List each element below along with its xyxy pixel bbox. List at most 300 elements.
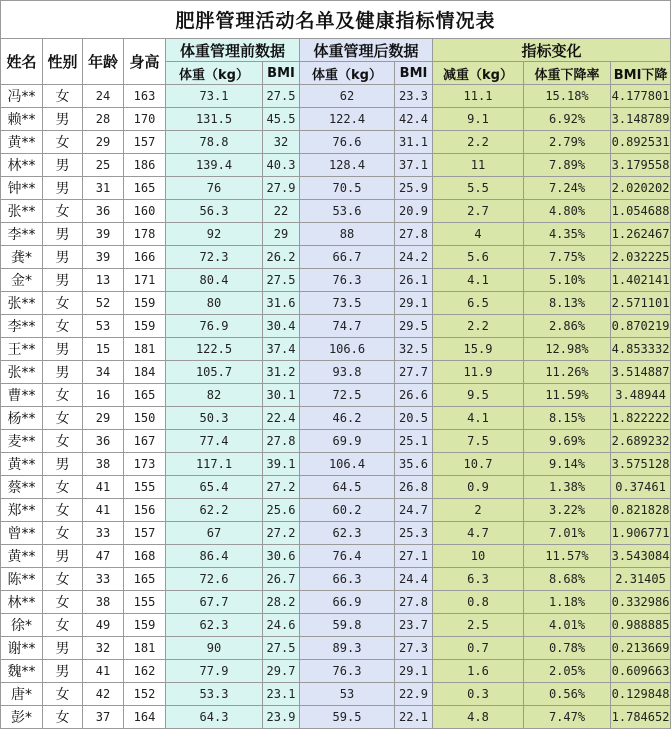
cell-bmi-after[interactable]: 22.9	[395, 683, 433, 706]
cell-age[interactable]: 36	[83, 200, 124, 223]
cell-name[interactable]: 张**	[1, 200, 43, 223]
cell-weight-before[interactable]: 86.4	[166, 545, 263, 568]
cell-weight-drop-rate[interactable]: 8.15%	[524, 407, 611, 430]
cell-weight-before[interactable]: 80.4	[166, 269, 263, 292]
cell-weight-after[interactable]: 76.3	[300, 660, 395, 683]
cell-bmi-drop[interactable]: 1.402141	[611, 269, 671, 292]
cell-weight-loss[interactable]: 0.9	[433, 476, 524, 499]
cell-weight-loss[interactable]: 4.8	[433, 706, 524, 729]
cell-weight-loss[interactable]: 2.7	[433, 200, 524, 223]
cell-weight-before[interactable]: 64.3	[166, 706, 263, 729]
cell-age[interactable]: 41	[83, 476, 124, 499]
cell-bmi-after[interactable]: 27.8	[395, 591, 433, 614]
cell-sex[interactable]: 男	[43, 545, 83, 568]
cell-weight-before[interactable]: 56.3	[166, 200, 263, 223]
cell-weight-after[interactable]: 62.3	[300, 522, 395, 545]
cell-height[interactable]: 163	[124, 85, 166, 108]
cell-weight-loss[interactable]: 0.8	[433, 591, 524, 614]
cell-bmi-drop[interactable]: 4.853332	[611, 338, 671, 361]
cell-weight-drop-rate[interactable]: 12.98%	[524, 338, 611, 361]
cell-weight-before[interactable]: 73.1	[166, 85, 263, 108]
cell-age[interactable]: 33	[83, 522, 124, 545]
cell-bmi-drop[interactable]: 3.48944	[611, 384, 671, 407]
cell-age[interactable]: 41	[83, 499, 124, 522]
cell-weight-drop-rate[interactable]: 9.69%	[524, 430, 611, 453]
cell-weight-before[interactable]: 67.7	[166, 591, 263, 614]
cell-bmi-drop[interactable]: 3.179558	[611, 154, 671, 177]
cell-weight-drop-rate[interactable]: 4.35%	[524, 223, 611, 246]
cell-height[interactable]: 164	[124, 706, 166, 729]
cell-height[interactable]: 150	[124, 407, 166, 430]
cell-bmi-before[interactable]: 29.7	[263, 660, 300, 683]
cell-weight-after[interactable]: 74.7	[300, 315, 395, 338]
cell-bmi-before[interactable]: 22	[263, 200, 300, 223]
cell-height[interactable]: 155	[124, 476, 166, 499]
cell-bmi-before[interactable]: 26.7	[263, 568, 300, 591]
cell-weight-after[interactable]: 88	[300, 223, 395, 246]
cell-weight-before[interactable]: 62.2	[166, 499, 263, 522]
cell-bmi-drop[interactable]: 3.575128	[611, 453, 671, 476]
cell-age[interactable]: 37	[83, 706, 124, 729]
cell-weight-drop-rate[interactable]: 7.75%	[524, 246, 611, 269]
cell-bmi-after[interactable]: 20.5	[395, 407, 433, 430]
cell-bmi-drop[interactable]: 0.609663	[611, 660, 671, 683]
cell-bmi-after[interactable]: 29.1	[395, 292, 433, 315]
cell-bmi-drop[interactable]: 0.892531	[611, 131, 671, 154]
cell-sex[interactable]: 女	[43, 499, 83, 522]
cell-weight-after[interactable]: 128.4	[300, 154, 395, 177]
cell-weight-after[interactable]: 64.5	[300, 476, 395, 499]
cell-name[interactable]: 陈**	[1, 568, 43, 591]
cell-weight-drop-rate[interactable]: 2.86%	[524, 315, 611, 338]
cell-bmi-before[interactable]: 30.1	[263, 384, 300, 407]
cell-bmi-after[interactable]: 29.5	[395, 315, 433, 338]
cell-bmi-drop[interactable]: 4.177801	[611, 85, 671, 108]
cell-weight-drop-rate[interactable]: 0.56%	[524, 683, 611, 706]
cell-age[interactable]: 38	[83, 591, 124, 614]
cell-weight-after[interactable]: 70.5	[300, 177, 395, 200]
cell-weight-loss[interactable]: 5.6	[433, 246, 524, 269]
cell-weight-drop-rate[interactable]: 7.24%	[524, 177, 611, 200]
cell-height[interactable]: 165	[124, 177, 166, 200]
cell-weight-after[interactable]: 93.8	[300, 361, 395, 384]
cell-age[interactable]: 31	[83, 177, 124, 200]
cell-bmi-after[interactable]: 24.7	[395, 499, 433, 522]
cell-sex[interactable]: 男	[43, 660, 83, 683]
cell-height[interactable]: 160	[124, 200, 166, 223]
cell-bmi-before[interactable]: 45.5	[263, 108, 300, 131]
cell-name[interactable]: 黄**	[1, 545, 43, 568]
cell-bmi-drop[interactable]: 3.514887	[611, 361, 671, 384]
cell-age[interactable]: 49	[83, 614, 124, 637]
cell-bmi-before[interactable]: 24.6	[263, 614, 300, 637]
cell-weight-loss[interactable]: 4.1	[433, 269, 524, 292]
cell-weight-before[interactable]: 117.1	[166, 453, 263, 476]
cell-age[interactable]: 15	[83, 338, 124, 361]
cell-bmi-after[interactable]: 26.8	[395, 476, 433, 499]
cell-height[interactable]: 162	[124, 660, 166, 683]
cell-weight-before[interactable]: 53.3	[166, 683, 263, 706]
cell-age[interactable]: 25	[83, 154, 124, 177]
cell-bmi-before[interactable]: 30.4	[263, 315, 300, 338]
cell-weight-drop-rate[interactable]: 1.18%	[524, 591, 611, 614]
cell-bmi-after[interactable]: 29.1	[395, 660, 433, 683]
cell-weight-drop-rate[interactable]: 11.57%	[524, 545, 611, 568]
cell-bmi-before[interactable]: 27.9	[263, 177, 300, 200]
cell-height[interactable]: 167	[124, 430, 166, 453]
cell-bmi-drop[interactable]: 0.37461	[611, 476, 671, 499]
cell-bmi-before[interactable]: 31.6	[263, 292, 300, 315]
cell-name[interactable]: 谢**	[1, 637, 43, 660]
cell-bmi-drop[interactable]: 0.129848	[611, 683, 671, 706]
cell-bmi-after[interactable]: 26.1	[395, 269, 433, 292]
cell-bmi-drop[interactable]: 1.822222	[611, 407, 671, 430]
cell-height[interactable]: 181	[124, 637, 166, 660]
cell-age[interactable]: 34	[83, 361, 124, 384]
cell-bmi-before[interactable]: 30.6	[263, 545, 300, 568]
cell-name[interactable]: 彭*	[1, 706, 43, 729]
cell-weight-loss[interactable]: 1.6	[433, 660, 524, 683]
cell-bmi-drop[interactable]: 2.571101	[611, 292, 671, 315]
cell-bmi-after[interactable]: 26.6	[395, 384, 433, 407]
cell-height[interactable]: 184	[124, 361, 166, 384]
cell-name[interactable]: 李**	[1, 315, 43, 338]
cell-weight-before[interactable]: 122.5	[166, 338, 263, 361]
cell-weight-before[interactable]: 80	[166, 292, 263, 315]
cell-weight-loss[interactable]: 10	[433, 545, 524, 568]
cell-bmi-drop[interactable]: 0.213669	[611, 637, 671, 660]
cell-bmi-after[interactable]: 20.9	[395, 200, 433, 223]
cell-name[interactable]: 魏**	[1, 660, 43, 683]
cell-name[interactable]: 杨**	[1, 407, 43, 430]
cell-height[interactable]: 173	[124, 453, 166, 476]
cell-height[interactable]: 186	[124, 154, 166, 177]
cell-height[interactable]: 157	[124, 522, 166, 545]
cell-age[interactable]: 42	[83, 683, 124, 706]
cell-weight-loss[interactable]: 2.5	[433, 614, 524, 637]
cell-age[interactable]: 52	[83, 292, 124, 315]
cell-weight-loss[interactable]: 15.9	[433, 338, 524, 361]
cell-age[interactable]: 16	[83, 384, 124, 407]
cell-height[interactable]: 156	[124, 499, 166, 522]
cell-age[interactable]: 29	[83, 131, 124, 154]
cell-sex[interactable]: 女	[43, 430, 83, 453]
cell-weight-drop-rate[interactable]: 4.80%	[524, 200, 611, 223]
cell-name[interactable]: 蔡**	[1, 476, 43, 499]
cell-bmi-after[interactable]: 25.9	[395, 177, 433, 200]
cell-bmi-after[interactable]: 23.7	[395, 614, 433, 637]
cell-height[interactable]: 171	[124, 269, 166, 292]
cell-weight-after[interactable]: 69.9	[300, 430, 395, 453]
cell-bmi-before[interactable]: 27.8	[263, 430, 300, 453]
cell-sex[interactable]: 女	[43, 200, 83, 223]
cell-name[interactable]: 曾**	[1, 522, 43, 545]
cell-weight-loss[interactable]: 9.1	[433, 108, 524, 131]
cell-age[interactable]: 47	[83, 545, 124, 568]
cell-weight-drop-rate[interactable]: 7.89%	[524, 154, 611, 177]
cell-weight-loss[interactable]: 11.1	[433, 85, 524, 108]
cell-bmi-after[interactable]: 42.4	[395, 108, 433, 131]
cell-bmi-before[interactable]: 40.3	[263, 154, 300, 177]
cell-weight-loss[interactable]: 6.3	[433, 568, 524, 591]
cell-weight-before[interactable]: 90	[166, 637, 263, 660]
cell-weight-after[interactable]: 60.2	[300, 499, 395, 522]
cell-sex[interactable]: 男	[43, 108, 83, 131]
cell-sex[interactable]: 女	[43, 407, 83, 430]
cell-weight-before[interactable]: 50.3	[166, 407, 263, 430]
cell-weight-after[interactable]: 122.4	[300, 108, 395, 131]
cell-weight-drop-rate[interactable]: 2.79%	[524, 131, 611, 154]
cell-bmi-drop[interactable]: 1.784652	[611, 706, 671, 729]
cell-name[interactable]: 曹**	[1, 384, 43, 407]
cell-name[interactable]: 麦**	[1, 430, 43, 453]
cell-sex[interactable]: 女	[43, 683, 83, 706]
cell-sex[interactable]: 女	[43, 384, 83, 407]
cell-sex[interactable]: 女	[43, 568, 83, 591]
cell-weight-loss[interactable]: 9.5	[433, 384, 524, 407]
cell-weight-drop-rate[interactable]: 3.22%	[524, 499, 611, 522]
cell-bmi-drop[interactable]: 3.543084	[611, 545, 671, 568]
cell-sex[interactable]: 男	[43, 338, 83, 361]
cell-weight-drop-rate[interactable]: 5.10%	[524, 269, 611, 292]
cell-weight-after[interactable]: 76.4	[300, 545, 395, 568]
cell-bmi-before[interactable]: 25.6	[263, 499, 300, 522]
cell-weight-before[interactable]: 139.4	[166, 154, 263, 177]
cell-weight-loss[interactable]: 0.3	[433, 683, 524, 706]
cell-weight-loss[interactable]: 11.9	[433, 361, 524, 384]
cell-height[interactable]: 165	[124, 384, 166, 407]
cell-weight-after[interactable]: 76.6	[300, 131, 395, 154]
cell-bmi-drop[interactable]: 2.020202	[611, 177, 671, 200]
cell-weight-loss[interactable]: 11	[433, 154, 524, 177]
cell-bmi-before[interactable]: 27.5	[263, 269, 300, 292]
cell-weight-loss[interactable]: 4.7	[433, 522, 524, 545]
cell-weight-drop-rate[interactable]: 7.47%	[524, 706, 611, 729]
cell-weight-before[interactable]: 62.3	[166, 614, 263, 637]
cell-weight-before[interactable]: 105.7	[166, 361, 263, 384]
cell-bmi-drop[interactable]: 1.054688	[611, 200, 671, 223]
cell-name[interactable]: 林**	[1, 591, 43, 614]
cell-bmi-drop[interactable]: 2.689232	[611, 430, 671, 453]
cell-weight-drop-rate[interactable]: 11.59%	[524, 384, 611, 407]
cell-sex[interactable]: 女	[43, 591, 83, 614]
cell-bmi-drop[interactable]: 0.332986	[611, 591, 671, 614]
cell-bmi-after[interactable]: 35.6	[395, 453, 433, 476]
cell-bmi-after[interactable]: 27.3	[395, 637, 433, 660]
cell-weight-after[interactable]: 89.3	[300, 637, 395, 660]
cell-sex[interactable]: 男	[43, 246, 83, 269]
cell-weight-after[interactable]: 73.5	[300, 292, 395, 315]
cell-name[interactable]: 黄**	[1, 131, 43, 154]
cell-weight-after[interactable]: 106.6	[300, 338, 395, 361]
cell-weight-drop-rate[interactable]: 4.01%	[524, 614, 611, 637]
cell-bmi-before[interactable]: 26.2	[263, 246, 300, 269]
cell-weight-after[interactable]: 66.7	[300, 246, 395, 269]
cell-bmi-drop[interactable]: 0.988885	[611, 614, 671, 637]
cell-name[interactable]: 金*	[1, 269, 43, 292]
cell-sex[interactable]: 男	[43, 453, 83, 476]
cell-height[interactable]: 170	[124, 108, 166, 131]
cell-name[interactable]: 赖**	[1, 108, 43, 131]
cell-sex[interactable]: 男	[43, 223, 83, 246]
cell-bmi-before[interactable]: 27.5	[263, 637, 300, 660]
cell-weight-loss[interactable]: 5.5	[433, 177, 524, 200]
cell-bmi-drop[interactable]: 1.262467	[611, 223, 671, 246]
cell-name[interactable]: 李**	[1, 223, 43, 246]
cell-bmi-drop[interactable]: 0.821828	[611, 499, 671, 522]
cell-name[interactable]: 唐*	[1, 683, 43, 706]
cell-sex[interactable]: 女	[43, 522, 83, 545]
cell-weight-loss[interactable]: 2	[433, 499, 524, 522]
cell-bmi-after[interactable]: 24.4	[395, 568, 433, 591]
cell-weight-after[interactable]: 66.9	[300, 591, 395, 614]
cell-sex[interactable]: 女	[43, 315, 83, 338]
cell-sex[interactable]: 女	[43, 706, 83, 729]
cell-weight-drop-rate[interactable]: 7.01%	[524, 522, 611, 545]
cell-height[interactable]: 155	[124, 591, 166, 614]
cell-weight-before[interactable]: 92	[166, 223, 263, 246]
cell-age[interactable]: 41	[83, 660, 124, 683]
cell-weight-before[interactable]: 77.4	[166, 430, 263, 453]
cell-weight-after[interactable]: 106.4	[300, 453, 395, 476]
cell-name[interactable]: 林**	[1, 154, 43, 177]
cell-weight-drop-rate[interactable]: 6.92%	[524, 108, 611, 131]
cell-bmi-before[interactable]: 22.4	[263, 407, 300, 430]
cell-weight-drop-rate[interactable]: 8.68%	[524, 568, 611, 591]
cell-bmi-after[interactable]: 27.1	[395, 545, 433, 568]
cell-sex[interactable]: 女	[43, 85, 83, 108]
cell-bmi-after[interactable]: 32.5	[395, 338, 433, 361]
cell-bmi-before[interactable]: 37.4	[263, 338, 300, 361]
cell-bmi-before[interactable]: 32	[263, 131, 300, 154]
cell-age[interactable]: 28	[83, 108, 124, 131]
cell-name[interactable]: 徐*	[1, 614, 43, 637]
cell-weight-before[interactable]: 131.5	[166, 108, 263, 131]
cell-weight-drop-rate[interactable]: 15.18%	[524, 85, 611, 108]
cell-weight-after[interactable]: 66.3	[300, 568, 395, 591]
cell-weight-after[interactable]: 59.5	[300, 706, 395, 729]
cell-bmi-before[interactable]: 27.2	[263, 522, 300, 545]
cell-weight-loss[interactable]: 4.1	[433, 407, 524, 430]
cell-age[interactable]: 38	[83, 453, 124, 476]
cell-weight-before[interactable]: 76.9	[166, 315, 263, 338]
cell-weight-before[interactable]: 76	[166, 177, 263, 200]
cell-name[interactable]: 郑**	[1, 499, 43, 522]
cell-weight-after[interactable]: 59.8	[300, 614, 395, 637]
cell-weight-before[interactable]: 72.3	[166, 246, 263, 269]
cell-bmi-drop[interactable]: 3.148789	[611, 108, 671, 131]
cell-weight-before[interactable]: 72.6	[166, 568, 263, 591]
cell-height[interactable]: 181	[124, 338, 166, 361]
cell-height[interactable]: 157	[124, 131, 166, 154]
cell-weight-drop-rate[interactable]: 1.38%	[524, 476, 611, 499]
cell-weight-loss[interactable]: 2.2	[433, 315, 524, 338]
cell-weight-loss[interactable]: 4	[433, 223, 524, 246]
cell-weight-loss[interactable]: 10.7	[433, 453, 524, 476]
cell-weight-before[interactable]: 67	[166, 522, 263, 545]
cell-weight-after[interactable]: 53.6	[300, 200, 395, 223]
cell-name[interactable]: 黄**	[1, 453, 43, 476]
cell-bmi-after[interactable]: 24.2	[395, 246, 433, 269]
cell-weight-after[interactable]: 62	[300, 85, 395, 108]
cell-bmi-after[interactable]: 25.3	[395, 522, 433, 545]
cell-height[interactable]: 178	[124, 223, 166, 246]
cell-sex[interactable]: 男	[43, 154, 83, 177]
cell-sex[interactable]: 女	[43, 476, 83, 499]
cell-name[interactable]: 钟**	[1, 177, 43, 200]
cell-sex[interactable]: 女	[43, 292, 83, 315]
cell-height[interactable]: 166	[124, 246, 166, 269]
cell-weight-loss[interactable]: 2.2	[433, 131, 524, 154]
cell-bmi-after[interactable]: 37.1	[395, 154, 433, 177]
cell-bmi-before[interactable]: 27.2	[263, 476, 300, 499]
cell-bmi-drop[interactable]: 2.31405	[611, 568, 671, 591]
cell-bmi-after[interactable]: 27.7	[395, 361, 433, 384]
cell-weight-loss[interactable]: 0.7	[433, 637, 524, 660]
cell-bmi-before[interactable]: 27.5	[263, 85, 300, 108]
cell-bmi-after[interactable]: 23.3	[395, 85, 433, 108]
cell-weight-before[interactable]: 78.8	[166, 131, 263, 154]
cell-bmi-drop[interactable]: 2.032225	[611, 246, 671, 269]
cell-height[interactable]: 152	[124, 683, 166, 706]
cell-bmi-drop[interactable]: 1.906771	[611, 522, 671, 545]
cell-weight-after[interactable]: 46.2	[300, 407, 395, 430]
cell-name[interactable]: 龚*	[1, 246, 43, 269]
cell-bmi-before[interactable]: 31.2	[263, 361, 300, 384]
cell-height[interactable]: 165	[124, 568, 166, 591]
cell-weight-drop-rate[interactable]: 11.26%	[524, 361, 611, 384]
cell-height[interactable]: 159	[124, 292, 166, 315]
cell-weight-drop-rate[interactable]: 0.78%	[524, 637, 611, 660]
cell-bmi-after[interactable]: 27.8	[395, 223, 433, 246]
cell-age[interactable]: 33	[83, 568, 124, 591]
cell-weight-loss[interactable]: 7.5	[433, 430, 524, 453]
cell-sex[interactable]: 男	[43, 177, 83, 200]
cell-bmi-before[interactable]: 29	[263, 223, 300, 246]
cell-height[interactable]: 159	[124, 614, 166, 637]
cell-age[interactable]: 53	[83, 315, 124, 338]
cell-weight-before[interactable]: 77.9	[166, 660, 263, 683]
cell-bmi-after[interactable]: 31.1	[395, 131, 433, 154]
cell-weight-before[interactable]: 65.4	[166, 476, 263, 499]
cell-weight-before[interactable]: 82	[166, 384, 263, 407]
cell-bmi-before[interactable]: 39.1	[263, 453, 300, 476]
cell-name[interactable]: 王**	[1, 338, 43, 361]
cell-age[interactable]: 13	[83, 269, 124, 292]
cell-height[interactable]: 159	[124, 315, 166, 338]
cell-weight-after[interactable]: 76.3	[300, 269, 395, 292]
cell-age[interactable]: 29	[83, 407, 124, 430]
cell-bmi-after[interactable]: 22.1	[395, 706, 433, 729]
cell-sex[interactable]: 女	[43, 614, 83, 637]
cell-age[interactable]: 39	[83, 223, 124, 246]
cell-name[interactable]: 张**	[1, 361, 43, 384]
cell-height[interactable]: 168	[124, 545, 166, 568]
cell-bmi-after[interactable]: 25.1	[395, 430, 433, 453]
cell-bmi-before[interactable]: 23.9	[263, 706, 300, 729]
cell-age[interactable]: 39	[83, 246, 124, 269]
cell-sex[interactable]: 男	[43, 361, 83, 384]
cell-sex[interactable]: 男	[43, 269, 83, 292]
cell-name[interactable]: 冯**	[1, 85, 43, 108]
cell-age[interactable]: 24	[83, 85, 124, 108]
cell-age[interactable]: 32	[83, 637, 124, 660]
cell-weight-drop-rate[interactable]: 8.13%	[524, 292, 611, 315]
cell-name[interactable]: 张**	[1, 292, 43, 315]
cell-bmi-before[interactable]: 28.2	[263, 591, 300, 614]
cell-weight-after[interactable]: 72.5	[300, 384, 395, 407]
cell-weight-loss[interactable]: 6.5	[433, 292, 524, 315]
